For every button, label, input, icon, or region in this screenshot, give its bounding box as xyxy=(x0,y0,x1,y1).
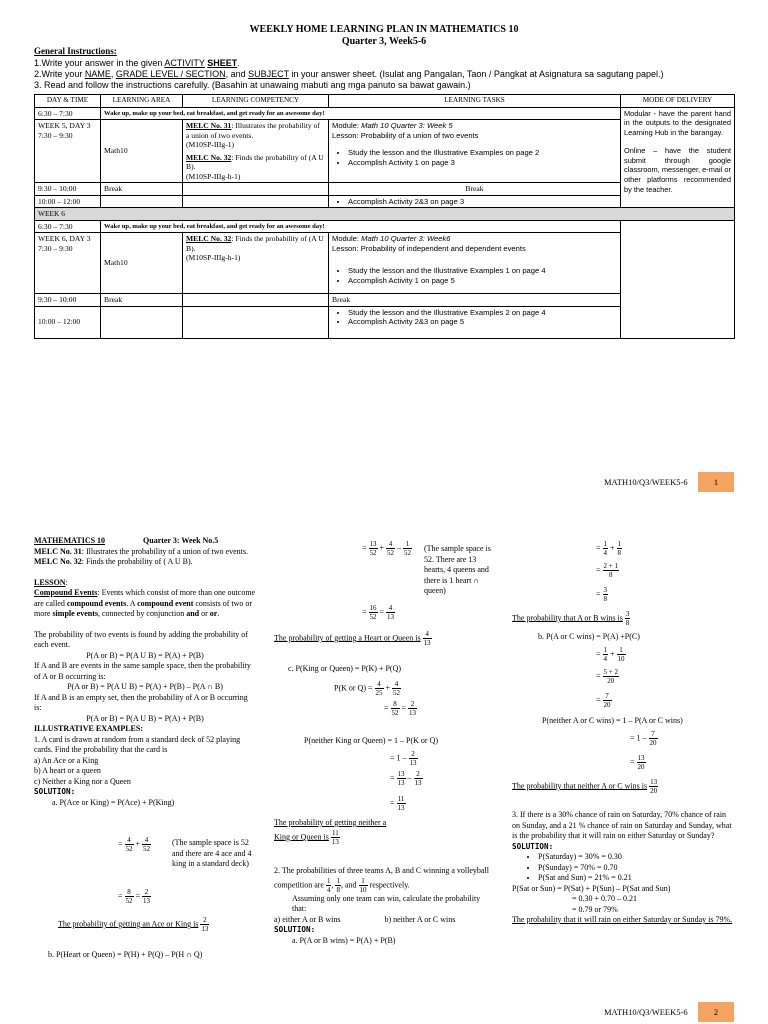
table-row: 9:30 – 10:00 Break Break xyxy=(35,183,735,196)
list-item: • Study the lesson and the Illustrative Examples 1 on page 4 xyxy=(348,266,617,276)
solution-2b-work-5: = $\frac{13}{20}$ xyxy=(630,754,645,771)
solution-c-work-5: = $\frac{11}{13}$ xyxy=(390,795,405,812)
solution-2b-result: The probability that neither A or C wins is $\frac{13}{20}$ xyxy=(512,778,658,795)
list-item: • P(Saturday) = 30% = 0.30 xyxy=(538,852,734,863)
mode-of-delivery: Modular - have the parent hand in the outputs to the designated Learning Hub in the barangay. Online – have the student submit through google classroom, messenger, e-mail or other platforms recommended by the teacher. xyxy=(621,107,735,208)
instruction-3: 3. Read and follow the instructions carefully. (Basahin at unawaing mabuti ang mga panuto sa bawat gawain.) xyxy=(34,80,471,90)
solution-2b-work-2: = $\frac{5 + 2}{20}$ xyxy=(596,668,618,685)
solution-2b-work: = $\frac{1}{4}$ + $\frac{1}{10}$ xyxy=(596,646,625,663)
table-row: 9:30 – 10:00 Break Break xyxy=(35,294,735,307)
instruction-2: 2.Write your NAME, GRADE LEVEL / SECTION, and SUBJECT in your answer sheet. (Isulat ang Pangalan, Taon / Pangkat at Asignatura sa sagutang papel.) xyxy=(34,69,664,79)
solution-2b-line: b. P(A or C wins) = P(A) +P(C) xyxy=(538,632,640,641)
page-1 xyxy=(34,0,734,500)
page-number-badge: 2 xyxy=(698,1002,734,1022)
solution-c-work-2: = $\frac{8}{52}$ = $\frac{2}{13}$ xyxy=(384,700,417,717)
table-row: WEEK 6 xyxy=(35,208,735,221)
table-row: WEEK 5, DAY 3 7:30 – 9:30 Math10 MELC No. 31: Illustrates the probability of a union of two events. (M10SP-IIIg-1) MELC No. 32: Finds the probability of (A U B). (M10SP-IIIg-h-1) Module: Math 10 Quarter 3: Week 5 Lesson: Probability of a union of two events • Study the lesson and the Illustrative Examples on page 2 • Accomplish Activity 1 on page 3 xyxy=(35,120,735,183)
page2-column-1: MATHEMATICS 10 Quarter 3: Week No.5 MELC No. 31: Illustrates the probability of a union of two events. MELC No. 32: Finds the probability of ( A U B). LESSON: Compound Events: Events which consist of more than one outcome are called compound events. A compound event consists of two or more simple events, connected by conjunction and or or. The probability of two events is found by adding the probability of each event. P(A or B) = P(A U B) = P(A) + P(B) If A and B are events in the same sample space, then the probability of A or B occurring is: P(A or B) = P(A U B) = P(A) + P(B) – P(A ∩ B) If A and B is an empty set, then the probability of A or B occurring is: P(A or B) = P(A U B) = P(A) + P(B) ILLUSTRATIVE EXAMPLES: 1. A card is drawn at random from a standard deck of 52 playing cards. Find the probability that the card is a) An Ace or a King b) A heart or a queen c) Neither a King nor a Queen SOLUTION: a. P(Ace or King) = P(Ace) + P(King) xyxy=(34,536,256,807)
page-subtitle: Quarter 3, Week5-6 xyxy=(341,36,427,47)
col-header: LEARNING TASKS xyxy=(329,95,621,108)
learning-plan-table xyxy=(34,94,735,339)
table-header-row xyxy=(35,95,735,108)
page-number-badge: 1 xyxy=(698,472,734,492)
list-item: • P(Sunday) = 70% = 0.70 xyxy=(538,863,734,874)
list-item: • Accomplish Activity 1 on page 3 xyxy=(348,158,617,168)
solution-c-neither: P(neither King or Queen) = 1 – P(K or Q) xyxy=(304,736,439,745)
solution-c-work-4: = $\frac{13}{13}$ – $\frac{2}{13}$ xyxy=(390,770,422,787)
list-item: • Accomplish Activity 1 on page 5 xyxy=(348,276,617,286)
solution-2b-work-4: = 1 – $\frac{7}{20}$ xyxy=(630,730,657,747)
solution-a-note: (The sample space is 52 and there are 4 ace and 4 king in a standard deck) xyxy=(172,838,252,868)
example-2: 2. The probabilities of three teams A, B and C winning a volleyball competition are $\frac{1}{4}$ , $\frac{1}{8}$ , and $\frac{1}{10}$ respectively. Assuming only one team can win, calculate the probability that: a) either A or B wins b) neither A or C wins SOLUTION: a. P(A or B wins) = P(A) + P(B) xyxy=(274,866,489,945)
page-footer: MATH10/Q3/WEEK5-6 xyxy=(604,1007,688,1017)
table-row: WEEK 6, DAY 3 7:30 – 9:30 Math10 MELC No. 32: Finds the probability of (A U B). (M10SP-IIIg-h-1) Module: Math 10 Quarter 3: Week6 Lesson: Probability of independent and dependent events • Study the lesson and the Illustrative Examples 1 on page 4 • Accomplish Activity 1 on page 5 xyxy=(35,233,735,294)
table-row: 10:00 – 12:00 • Study the lesson and the Illustrative Examples 2 on page 4 • Accomplish Activity 2&3 on page 5 xyxy=(35,306,735,338)
list-item: • Study the lesson and the Illustrative Examples on page 2 xyxy=(348,148,617,158)
list-item: • P(Sat and Sun) = 21% = 0.21 xyxy=(538,873,734,884)
list-item: • Study the lesson and the Illustrative Examples 2 on page 4 xyxy=(348,308,617,318)
example-3: 3. If there is a 30% chance of rain on Saturday, 70% chance of rain on Sunday, and a 21 % chance of rain on Saturday and Sunday, what is the probability that it will rain on either Saturday or Sunday? SOLUTION: • P(Saturday) = 30% = 0.30 • P(Sunday) = 70% = 0.70 • P(Sat and Sun) = 21% = 0.21 P(Sat or Sun) = P(Sat) + P(Sun) – P(Sat and Sun) = 0.30 + 0.70 – 0.21 = 0.79 or 79% The probability that it will rain on either Saturday or Sunday is 79%. xyxy=(512,810,734,926)
solution-a-result: The probability of getting an Ace or King is $\frac{2}{13}$ xyxy=(58,916,209,933)
solution-2a-result: The probability that A or B wins is $\frac{3}{8}$ xyxy=(512,610,630,627)
solution-b-work: = $\frac{13}{52}$ + $\frac{4}{52}$ – $\frac{1}{52}$ xyxy=(362,540,412,557)
general-instructions-heading: General Instructions: xyxy=(34,46,117,56)
solution-b-result-work: = $\frac{16}{52}$ = $\frac{4}{13}$ xyxy=(362,604,395,621)
solution-c-work-3: = 1 – $\frac{2}{13}$ xyxy=(390,750,417,767)
solution-2a-work-3: = $\frac{3}{8}$ xyxy=(596,586,608,603)
solution-a-work: = $\frac{4}{52}$ + $\frac{4}{52}$ xyxy=(118,836,151,853)
solution-2b-neither: P(neither A or C wins) = 1 – P(A or C wins) xyxy=(542,716,683,725)
solution-b-line: b. P(Heart or Queen) = P(H) + P(Q) – P(H ∩ Q) xyxy=(48,950,203,959)
solution-2a-work-2: = $\frac{2 + 1}{8}$ xyxy=(596,562,618,579)
col-header: MODE OF DELIVERY xyxy=(621,95,735,108)
list-item: • Accomplish Activity 2&3 on page 5 xyxy=(348,317,617,327)
solution-b-note: (The sample space is 52. There are 13 hearts, 4 queens and there is 1 heart ∩ queen) xyxy=(424,544,491,595)
col-header: LEARNING COMPETENCY xyxy=(183,95,329,108)
solution-2a-work: = $\frac{1}{4}$ + $\frac{1}{8}$ xyxy=(596,540,622,557)
page-title: WEEKLY HOME LEARNING PLAN IN MATHEMATICS 10 xyxy=(249,24,519,35)
table-row: 6:30 – 7:30 Wake up, make up your bed, eat breakfast, and get ready for an awesome day! xyxy=(35,220,735,233)
solution-b-result: The probability of getting a Heart or Queen is $\frac{4}{13}$ xyxy=(274,630,431,647)
solution-c-result: The probability of getting neither a King or Queen is $\frac{11}{13}$ xyxy=(274,818,387,846)
col-header: DAY & TIME xyxy=(35,95,101,108)
instruction-1: 1.Write your answer in the given ACTIVITY SHEET. xyxy=(34,58,240,68)
col-header: LEARNING AREA xyxy=(101,95,183,108)
table-row: 10:00 – 12:00 • Accomplish Activity 2&3 on page 3 xyxy=(35,195,735,208)
solution-c-line: c. P(King or Queen) = P(K) + P(Q) xyxy=(288,664,402,673)
page-footer: MATH10/Q3/WEEK5-6 xyxy=(604,477,688,487)
solution-2b-work-3: = $\frac{7}{20}$ xyxy=(596,692,611,709)
table-row: 6:30 – 7:30 Wake up, make up your bed, eat breakfast, and get ready for an awesome day! Modular - have the parent hand in the outputs to the designated Learning Hub in the barangay. Online – have the student submit through google classroom, messenger, e-mail or other platforms recommended by the teacher. xyxy=(35,107,735,120)
list-item: • Accomplish Activity 2&3 on page 3 xyxy=(348,197,617,207)
solution-c-work: P(K or Q) = $\frac{4}{25}$ + $\frac{4}{52}$ xyxy=(334,680,401,697)
solution-a-result-work: = $\frac{8}{52}$ = $\frac{2}{13}$ xyxy=(118,888,151,905)
